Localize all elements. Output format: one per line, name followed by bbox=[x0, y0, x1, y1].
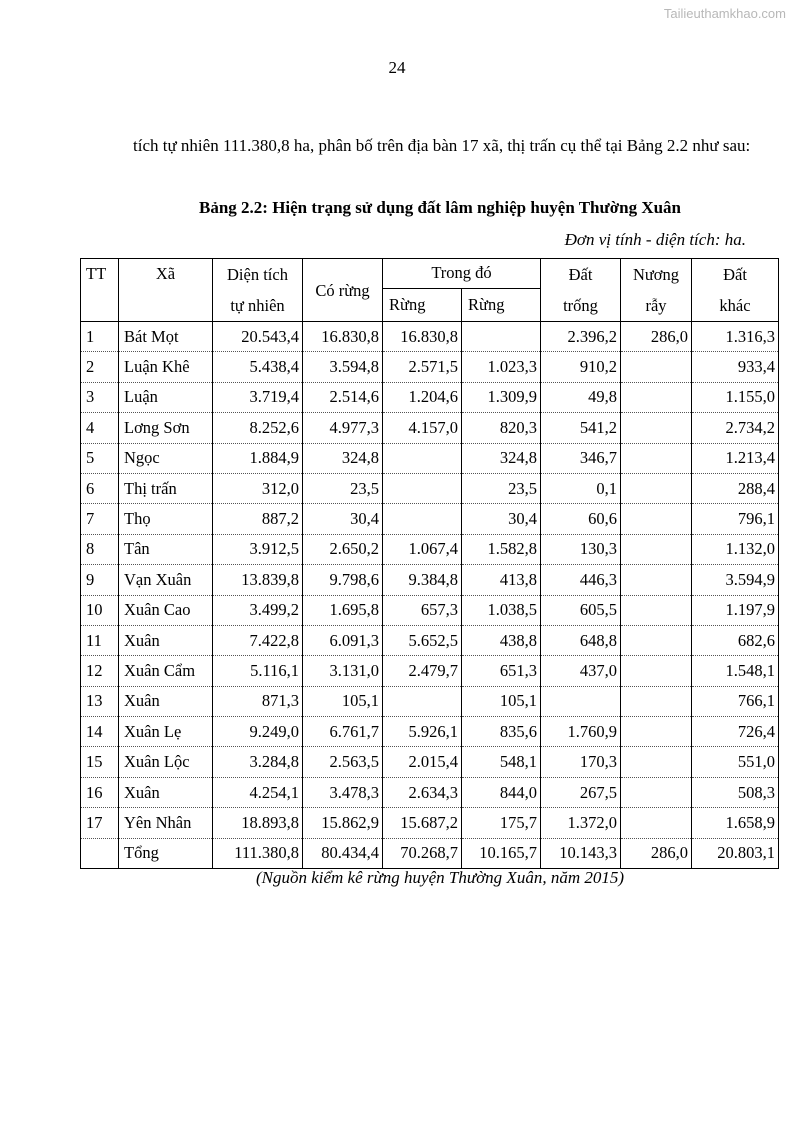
cell-co-rung: 23,5 bbox=[303, 473, 383, 503]
cell-rung-b: 175,7 bbox=[462, 808, 541, 838]
cell-xa: Xuân bbox=[119, 777, 213, 807]
cell-nuong-ray bbox=[621, 443, 692, 473]
table-body bbox=[81, 322, 779, 869]
cell-nuong-ray bbox=[621, 656, 692, 686]
cell-nuong-ray bbox=[621, 777, 692, 807]
cell-dat-khac: 1.213,4 bbox=[692, 443, 779, 473]
cell-rung-a: 9.384,8 bbox=[383, 565, 462, 595]
land-use-table bbox=[80, 258, 779, 869]
cell-rung-a: 657,3 bbox=[383, 595, 462, 625]
table-row bbox=[81, 322, 779, 352]
cell-tt: 16 bbox=[81, 777, 119, 807]
cell-rung-b: 844,0 bbox=[462, 777, 541, 807]
cell-rung-b: 438,8 bbox=[462, 625, 541, 655]
cell-dien-tich: 887,2 bbox=[213, 504, 303, 534]
cell-dat-trong: 267,5 bbox=[541, 777, 621, 807]
cell-dat-khac: 726,4 bbox=[692, 717, 779, 747]
cell-xa: Lơng Sơn bbox=[119, 413, 213, 443]
cell-xa: Xuân Cẩm bbox=[119, 656, 213, 686]
cell-dat-khac: 1.548,1 bbox=[692, 656, 779, 686]
cell-tt: 9 bbox=[81, 565, 119, 595]
cell-co-rung: 2.650,2 bbox=[303, 534, 383, 564]
cell-dien-tich: 3.499,2 bbox=[213, 595, 303, 625]
cell-rung-a: 5.652,5 bbox=[383, 625, 462, 655]
cell-dat-khac: 766,1 bbox=[692, 686, 779, 716]
cell-dat-khac: 1.155,0 bbox=[692, 382, 779, 412]
cell-tt: 10 bbox=[81, 595, 119, 625]
cell-co-rung: 1.695,8 bbox=[303, 595, 383, 625]
cell-rung-a: 15.687,2 bbox=[383, 808, 462, 838]
cell-xa: Yên Nhân bbox=[119, 808, 213, 838]
header-trong-do: Trong đó bbox=[383, 259, 541, 289]
table-title: Bảng 2.2: Hiện trạng sử dụng đất lâm nghiệp huyện Thường Xuân bbox=[198, 198, 682, 217]
header-rung-b: Rừng bbox=[462, 288, 541, 321]
table-row bbox=[81, 595, 779, 625]
cell-nuong-ray bbox=[621, 625, 692, 655]
cell-dat-khac: 1.132,0 bbox=[692, 534, 779, 564]
cell-rung-a: 1.067,4 bbox=[383, 534, 462, 564]
cell-dat-trong bbox=[541, 686, 621, 716]
cell-dat-trong: 437,0 bbox=[541, 656, 621, 686]
cell-xa: Xuân bbox=[119, 625, 213, 655]
cell-dat-khac: 682,6 bbox=[692, 625, 779, 655]
cell-rung-a: 2.479,7 bbox=[383, 656, 462, 686]
header-tt: TT bbox=[81, 259, 119, 322]
cell-dat-trong: 10.143,3 bbox=[541, 838, 621, 868]
cell-dat-trong: 648,8 bbox=[541, 625, 621, 655]
cell-xa: Ngọc bbox=[119, 443, 213, 473]
cell-dat-khac: 933,4 bbox=[692, 352, 779, 382]
cell-co-rung: 16.830,8 bbox=[303, 322, 383, 352]
cell-xa: Luận Khê bbox=[119, 352, 213, 382]
cell-dien-tich: 312,0 bbox=[213, 473, 303, 503]
header-dat-trong: Đất trống bbox=[541, 259, 621, 322]
cell-rung-b: 105,1 bbox=[462, 686, 541, 716]
table-row bbox=[81, 565, 779, 595]
cell-co-rung: 4.977,3 bbox=[303, 413, 383, 443]
unit-note: Đơn vị tính - diện tích: ha. bbox=[564, 230, 746, 249]
table-row bbox=[81, 473, 779, 503]
cell-dien-tich: 3.284,8 bbox=[213, 747, 303, 777]
cell-xa: Xuân Lộc bbox=[119, 747, 213, 777]
cell-xa: Thị trấn bbox=[119, 473, 213, 503]
cell-dien-tich: 18.893,8 bbox=[213, 808, 303, 838]
cell-rung-a bbox=[383, 473, 462, 503]
cell-nuong-ray bbox=[621, 808, 692, 838]
cell-xa: Xuân Cao bbox=[119, 595, 213, 625]
cell-nuong-ray bbox=[621, 534, 692, 564]
watermark: Tailieuthamkhao.com bbox=[663, 6, 786, 21]
cell-dien-tich: 3.912,5 bbox=[213, 534, 303, 564]
cell-rung-a: 2.634,3 bbox=[383, 777, 462, 807]
cell-tt: 7 bbox=[81, 504, 119, 534]
cell-dien-tich: 871,3 bbox=[213, 686, 303, 716]
cell-rung-a: 2.571,5 bbox=[383, 352, 462, 382]
cell-dien-tich: 13.839,8 bbox=[213, 565, 303, 595]
page-number: 24 bbox=[388, 58, 406, 77]
cell-tt bbox=[81, 838, 119, 868]
cell-xa: Bát Mọt bbox=[119, 322, 213, 352]
table-row bbox=[81, 504, 779, 534]
cell-nuong-ray bbox=[621, 413, 692, 443]
table-row bbox=[81, 352, 779, 382]
cell-dien-tich: 20.543,4 bbox=[213, 322, 303, 352]
cell-dat-trong: 1.760,9 bbox=[541, 717, 621, 747]
header-rung-a: Rừng bbox=[383, 288, 462, 321]
cell-nuong-ray: 286,0 bbox=[621, 838, 692, 868]
cell-xa: Thọ bbox=[119, 504, 213, 534]
cell-dat-trong: 60,6 bbox=[541, 504, 621, 534]
cell-dien-tich: 7.422,8 bbox=[213, 625, 303, 655]
table-row bbox=[81, 656, 779, 686]
cell-rung-b: 820,3 bbox=[462, 413, 541, 443]
header-xa: Xã bbox=[119, 259, 213, 322]
cell-rung-a bbox=[383, 686, 462, 716]
cell-rung-b: 835,6 bbox=[462, 717, 541, 747]
cell-tt: 6 bbox=[81, 473, 119, 503]
cell-dien-tich: 8.252,6 bbox=[213, 413, 303, 443]
cell-dat-trong: 170,3 bbox=[541, 747, 621, 777]
cell-dien-tich: 4.254,1 bbox=[213, 777, 303, 807]
cell-co-rung: 3.478,3 bbox=[303, 777, 383, 807]
table-row bbox=[81, 382, 779, 412]
cell-dat-khac: 796,1 bbox=[692, 504, 779, 534]
cell-nuong-ray bbox=[621, 382, 692, 412]
cell-nuong-ray bbox=[621, 352, 692, 382]
cell-co-rung: 80.434,4 bbox=[303, 838, 383, 868]
cell-nuong-ray bbox=[621, 747, 692, 777]
cell-tt: 1 bbox=[81, 322, 119, 352]
header-co-rung: Có rừng bbox=[303, 259, 383, 322]
cell-dat-trong: 605,5 bbox=[541, 595, 621, 625]
cell-nuong-ray bbox=[621, 504, 692, 534]
cell-rung-b: 324,8 bbox=[462, 443, 541, 473]
cell-rung-b: 30,4 bbox=[462, 504, 541, 534]
cell-rung-a: 5.926,1 bbox=[383, 717, 462, 747]
cell-rung-a: 1.204,6 bbox=[383, 382, 462, 412]
cell-tt: 8 bbox=[81, 534, 119, 564]
cell-co-rung: 6.091,3 bbox=[303, 625, 383, 655]
cell-dat-trong: 0,1 bbox=[541, 473, 621, 503]
table-row bbox=[81, 625, 779, 655]
cell-tt: 3 bbox=[81, 382, 119, 412]
cell-rung-b: 548,1 bbox=[462, 747, 541, 777]
cell-dat-trong: 2.396,2 bbox=[541, 322, 621, 352]
cell-xa: Xuân Lẹ bbox=[119, 717, 213, 747]
cell-co-rung: 15.862,9 bbox=[303, 808, 383, 838]
cell-tt: 4 bbox=[81, 413, 119, 443]
cell-co-rung: 324,8 bbox=[303, 443, 383, 473]
cell-rung-b: 651,3 bbox=[462, 656, 541, 686]
cell-dat-trong: 130,3 bbox=[541, 534, 621, 564]
cell-dat-trong: 346,7 bbox=[541, 443, 621, 473]
cell-dien-tich: 111.380,8 bbox=[213, 838, 303, 868]
cell-co-rung: 3.131,0 bbox=[303, 656, 383, 686]
table-row bbox=[81, 413, 779, 443]
cell-dat-trong: 1.372,0 bbox=[541, 808, 621, 838]
cell-co-rung: 2.514,6 bbox=[303, 382, 383, 412]
cell-tt: 14 bbox=[81, 717, 119, 747]
cell-dat-trong: 541,2 bbox=[541, 413, 621, 443]
cell-nuong-ray bbox=[621, 473, 692, 503]
cell-tt: 5 bbox=[81, 443, 119, 473]
cell-rung-b: 1.582,8 bbox=[462, 534, 541, 564]
cell-xa: Xuân bbox=[119, 686, 213, 716]
cell-dat-khac: 3.594,9 bbox=[692, 565, 779, 595]
cell-rung-b: 413,8 bbox=[462, 565, 541, 595]
cell-nuong-ray bbox=[621, 686, 692, 716]
cell-rung-b: 1.309,9 bbox=[462, 382, 541, 412]
cell-rung-b bbox=[462, 322, 541, 352]
cell-rung-a: 2.015,4 bbox=[383, 747, 462, 777]
cell-dat-khac: 2.734,2 bbox=[692, 413, 779, 443]
cell-tt: 11 bbox=[81, 625, 119, 655]
cell-co-rung: 3.594,8 bbox=[303, 352, 383, 382]
table-row bbox=[81, 534, 779, 564]
table-row bbox=[81, 717, 779, 747]
cell-dien-tich: 5.438,4 bbox=[213, 352, 303, 382]
cell-dat-khac: 551,0 bbox=[692, 747, 779, 777]
cell-nuong-ray bbox=[621, 717, 692, 747]
cell-xa: Tân bbox=[119, 534, 213, 564]
header-nuong-ray: Nương rẫy bbox=[621, 259, 692, 322]
header-dien-tich: Diện tích tự nhiên bbox=[213, 259, 303, 322]
cell-rung-b: 1.038,5 bbox=[462, 595, 541, 625]
cell-tt: 15 bbox=[81, 747, 119, 777]
table-row bbox=[81, 747, 779, 777]
header-dat-khac: Đất khác bbox=[692, 259, 779, 322]
cell-co-rung: 9.798,6 bbox=[303, 565, 383, 595]
cell-dat-khac: 1.316,3 bbox=[692, 322, 779, 352]
cell-dien-tich: 3.719,4 bbox=[213, 382, 303, 412]
table-row bbox=[81, 686, 779, 716]
cell-co-rung: 105,1 bbox=[303, 686, 383, 716]
cell-xa: Luận bbox=[119, 382, 213, 412]
cell-dat-trong: 910,2 bbox=[541, 352, 621, 382]
cell-rung-a: 70.268,7 bbox=[383, 838, 462, 868]
cell-co-rung: 2.563,5 bbox=[303, 747, 383, 777]
source-note: (Nguồn kiểm kê rừng huyện Thường Xuân, năm 2015) bbox=[255, 868, 625, 887]
table-row bbox=[81, 443, 779, 473]
cell-rung-a bbox=[383, 504, 462, 534]
cell-tt: 13 bbox=[81, 686, 119, 716]
cell-dat-khac: 288,4 bbox=[692, 473, 779, 503]
cell-nuong-ray bbox=[621, 595, 692, 625]
cell-dat-trong: 49,8 bbox=[541, 382, 621, 412]
cell-nuong-ray bbox=[621, 565, 692, 595]
cell-rung-a: 16.830,8 bbox=[383, 322, 462, 352]
cell-rung-b: 10.165,7 bbox=[462, 838, 541, 868]
cell-dat-khac: 1.658,9 bbox=[692, 808, 779, 838]
cell-dat-khac: 1.197,9 bbox=[692, 595, 779, 625]
cell-xa: Tổng bbox=[119, 838, 213, 868]
cell-rung-a bbox=[383, 443, 462, 473]
cell-rung-a: 4.157,0 bbox=[383, 413, 462, 443]
cell-dien-tich: 5.116,1 bbox=[213, 656, 303, 686]
cell-tt: 17 bbox=[81, 808, 119, 838]
cell-tt: 2 bbox=[81, 352, 119, 382]
total-row bbox=[81, 838, 779, 868]
cell-rung-b: 1.023,3 bbox=[462, 352, 541, 382]
cell-tt: 12 bbox=[81, 656, 119, 686]
cell-dien-tich: 9.249,0 bbox=[213, 717, 303, 747]
table-row bbox=[81, 777, 779, 807]
cell-dat-khac: 20.803,1 bbox=[692, 838, 779, 868]
cell-xa: Vạn Xuân bbox=[119, 565, 213, 595]
cell-dat-khac: 508,3 bbox=[692, 777, 779, 807]
cell-dat-trong: 446,3 bbox=[541, 565, 621, 595]
cell-nuong-ray: 286,0 bbox=[621, 322, 692, 352]
cell-co-rung: 30,4 bbox=[303, 504, 383, 534]
table-row bbox=[81, 808, 779, 838]
cell-rung-b: 23,5 bbox=[462, 473, 541, 503]
body-paragraph: tích tự nhiên 111.380,8 ha, phân bố trên địa bàn 17 xã, thị trấn cụ thể tại Bảng 2.2 như sau: bbox=[133, 136, 751, 155]
cell-dien-tich: 1.884,9 bbox=[213, 443, 303, 473]
cell-co-rung: 6.761,7 bbox=[303, 717, 383, 747]
